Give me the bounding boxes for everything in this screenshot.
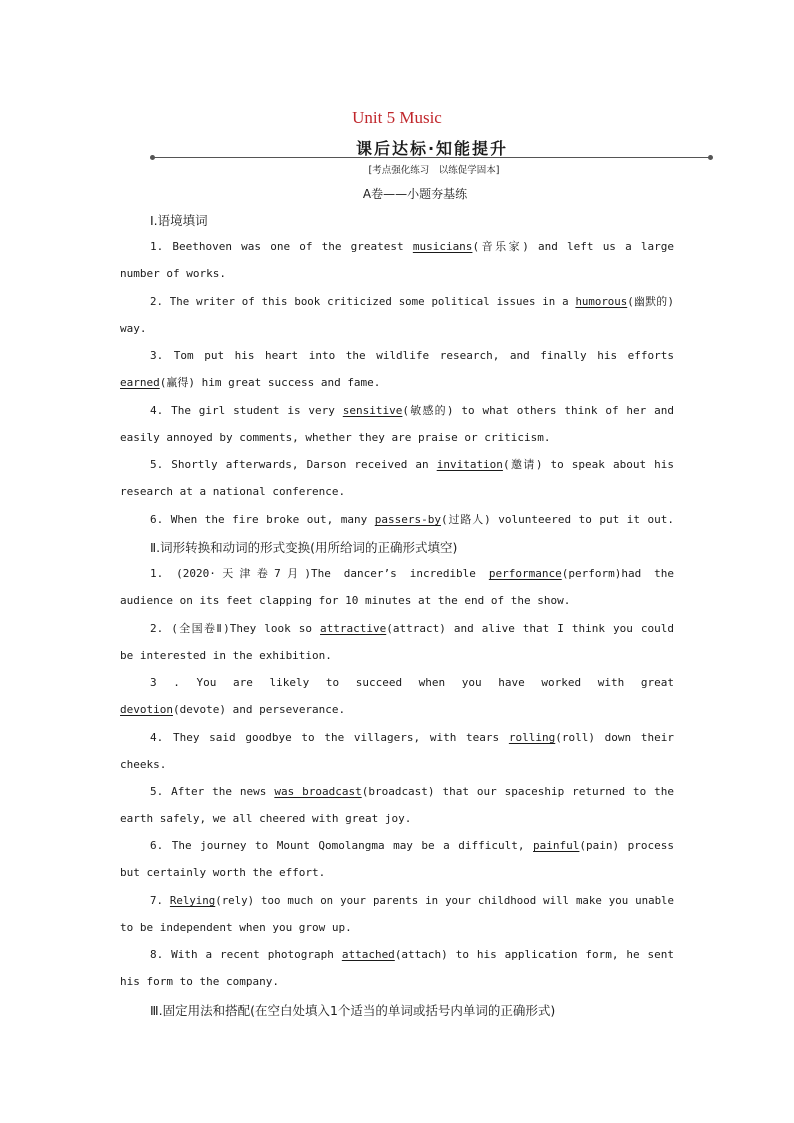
- answer: rolling: [508, 731, 556, 744]
- tagline: [考点强化练习 以练促学固本]: [368, 165, 500, 176]
- answer: invitation: [436, 458, 503, 471]
- question-line: 6. The journey to Mount Qomolangma may be a difficult, painful(pain) process: [150, 839, 675, 852]
- question-line: 3 . You are likely to succeed when you have worked with great: [150, 676, 674, 689]
- answer: humorous: [575, 295, 628, 308]
- answer: painful: [533, 839, 580, 852]
- question-line: 6. When the fire broke out, many passers-by(过路人) volunteered to put it out.: [150, 513, 675, 526]
- question-line: 4. The girl student is very sensitive(敏感的) to what others think of her and: [150, 404, 675, 417]
- question-line: 3. Tom put his heart into the wildlife research, and finally his efforts: [150, 349, 674, 362]
- rule-dot-left: [150, 155, 155, 160]
- answer: sensitive: [342, 404, 403, 417]
- answer: attached: [341, 948, 395, 961]
- question-line: 8. With a recent photograph attached(attach) to his application form, he sent: [150, 948, 674, 961]
- page-title: Unit 5 Music: [352, 108, 442, 127]
- question-line: 2. The writer of this book criticized some political issues in a humorous(幽默的): [150, 295, 674, 308]
- answer: performance: [488, 567, 562, 580]
- question-line: easily annoyed by comments, whether they are praise or criticism.: [120, 431, 551, 444]
- question-line: 1. (2020·天津卷7月)The dancer’s incredible performance(perform)had the: [150, 567, 674, 580]
- header-rule: [153, 157, 711, 158]
- page-subtitle: 课后达标·知能提升: [355, 139, 509, 158]
- question-line: cheeks.: [120, 758, 167, 771]
- question-line: number of works.: [120, 267, 226, 280]
- question-line: to be independent when you grow up.: [120, 921, 352, 934]
- question-line: 5. After the news was broadcast(broadcast) that our spaceship returned to the: [150, 785, 675, 798]
- answer: attractive: [320, 622, 387, 635]
- question-line: 5. Shortly afterwards, Darson received an invitation(邀请) to speak about his: [150, 458, 674, 471]
- rule-dot-right: [708, 155, 713, 160]
- answer: musicians: [412, 240, 473, 253]
- answer: was broadcast: [274, 785, 362, 798]
- question-line: his form to the company.: [120, 975, 279, 988]
- question-line: 2. (全国卷Ⅱ)They look so attractive(attract) and alive that I think you could: [150, 622, 674, 635]
- answer: earned: [120, 376, 160, 389]
- answer: Relying: [169, 894, 216, 907]
- part-heading-2: Ⅱ.词形转换和动词的形式变换(用所给词的正确形式填空): [150, 540, 458, 555]
- part-heading-3: Ⅲ.固定用法和搭配(在空白处填入1个适当的单词或括号内单词的正确形式): [150, 1003, 556, 1018]
- question-line: devotion(devote) and perseverance.: [120, 703, 346, 716]
- question-line: earth safely, we all cheered with great joy.: [120, 812, 412, 825]
- question-line: way.: [120, 322, 147, 335]
- part-heading-1: Ⅰ.语境填词: [150, 213, 208, 228]
- question-line: audience on its feet clapping for 10 minutes at the end of the show.: [120, 594, 571, 607]
- question-line: earned(赢得) him great success and fame.: [120, 376, 381, 389]
- question-line: but certainly worth the effort.: [120, 866, 326, 879]
- question-line: 7. Relying(rely) too much on your parents in your childhood will make you unable: [150, 894, 675, 907]
- question-line: be interested in the exhibition.: [120, 649, 332, 662]
- question-line: 4. They said goodbye to the villagers, with tears rolling(roll) down their: [150, 731, 674, 744]
- question-line: research at a national conference.: [120, 485, 346, 498]
- answer: devotion: [120, 703, 173, 716]
- question-line: 1. Beethoven was one of the greatest musicians(音乐家) and left us a large: [150, 240, 674, 253]
- section-heading: A卷——小题夯基练: [362, 187, 468, 201]
- answer: passers-by: [374, 513, 441, 526]
